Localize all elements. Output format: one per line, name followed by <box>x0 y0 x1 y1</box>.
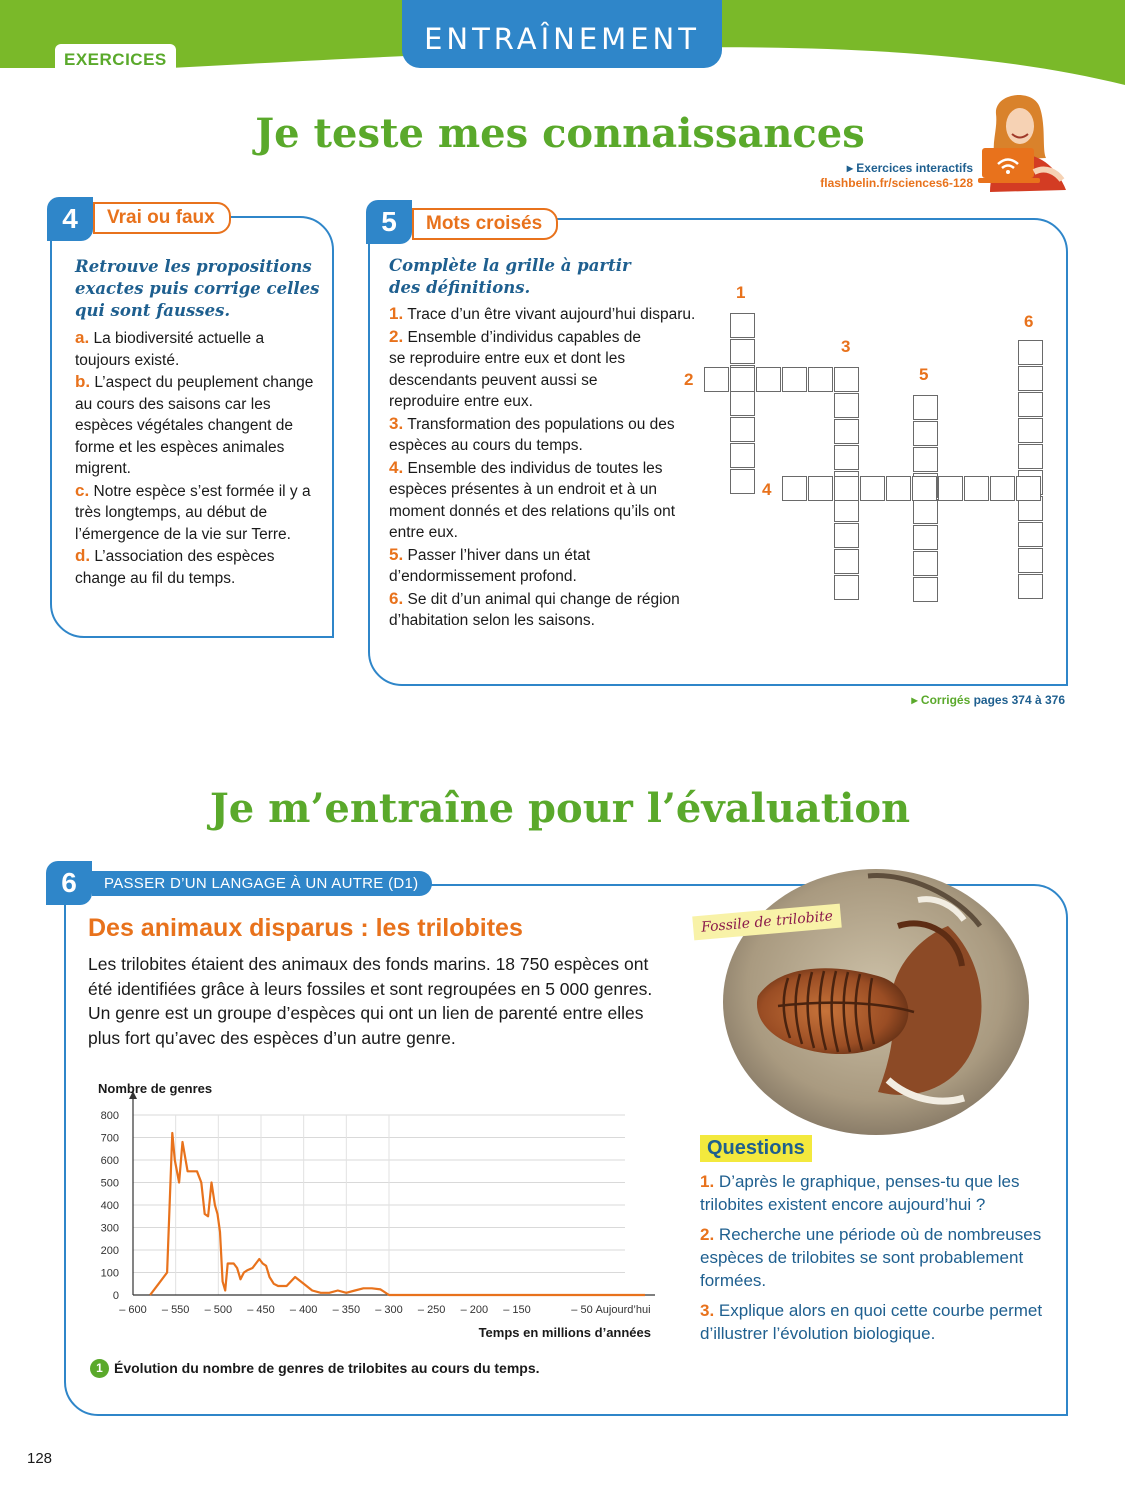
grid-number-4: 4 <box>762 480 772 499</box>
definition-item: 2. Ensemble d’individus capables de se reproduire entre eux et dont les descendants peuvent aussi se reproduire entre eux. <box>389 326 642 410</box>
grid-number-3: 3 <box>841 337 851 356</box>
y-tick-label: 700 <box>100 1132 119 1145</box>
trilobites-subtitle: Des animaux disparus : les trilobites <box>88 914 523 942</box>
list-item: a. La biodiversité actuelle a toujours existé. <box>75 328 265 369</box>
interactive-link-label: ▸ Exercices interactifs <box>846 161 973 175</box>
exercise-6-label: PASSER D’UN LANGAGE À UN AUTRE (D1) <box>92 871 432 896</box>
interactive-link[interactable] <box>820 161 973 191</box>
grid-number-2: 2 <box>684 370 694 389</box>
series-line <box>150 1133 645 1295</box>
fossil-label: Fossile de trilobite <box>692 904 842 941</box>
exercise-5-number: 5 <box>366 200 412 244</box>
y-tick-label: 300 <box>100 1222 119 1235</box>
figure-caption: 1 Évolution du nombre de genres de trilobites au cours du temps. <box>90 1359 540 1378</box>
exercise-4-label: Vrai ou faux <box>93 202 231 234</box>
exercise-5-definitions <box>389 303 721 632</box>
trilobite-genres-chart <box>85 1070 675 1350</box>
x-tick-label: – 450 <box>247 1304 275 1316</box>
question-item: 1. D’après le graphique, penses-tu que les trilobites existent encore aujourd’hui ? <box>700 1172 1020 1214</box>
y-tick-label: 200 <box>100 1245 119 1257</box>
exercices-tab: EXERCICES <box>55 44 176 74</box>
x-tick-label: – 400 <box>289 1304 318 1316</box>
x-tick-label: – 350 <box>332 1304 361 1316</box>
page-title: Je teste mes connaissances <box>255 110 865 157</box>
x-tick-label: – 600 <box>119 1304 147 1316</box>
questions-list <box>700 1170 1045 1345</box>
evaluation-title: Je m’entraîne pour l’évaluation <box>209 785 911 832</box>
questions-label: Questions <box>700 1135 812 1162</box>
definition-item: 1. Trace d’un être vivant aujourd’hui disparu. <box>389 304 696 323</box>
page-number: 128 <box>27 1450 53 1467</box>
grid-number-5: 5 <box>919 365 929 384</box>
x-axis-label: Temps en millions d’années <box>478 1325 651 1340</box>
exercise-4-items <box>75 327 320 589</box>
corriges-link[interactable]: ▸ Corrigés pages 374 à 376 <box>911 693 1065 707</box>
definition-item: 4. Ensemble des individus de toutes les espèces présentes à un endroit et à un moment donnés et des relations qu’ils ont entre eux. <box>389 457 676 541</box>
girl-laptop-illustration <box>976 86 1076 192</box>
x-tick-label: – 150 <box>503 1304 531 1316</box>
trilobites-paragraph: Les trilobites étaient des animaux des fonds marins. 18 750 espèces ont été identifiées grâce à leurs fossiles et sont regroupées en 5 000 genres. Un genre est un groupe d’espèces qui ont un lien de parenté entre elles plus fort qu’avec des espèces d’un autre genre. <box>88 954 653 1048</box>
list-item: d. L’association des espèces change au fil du temps. <box>75 546 275 587</box>
list-item: b. L’aspect du peuplement change au cours des saisons car les espèces végétales changent de forme et les espèces animales migrent. <box>75 372 314 477</box>
x-tick-label: Aujourd’hui <box>595 1304 651 1316</box>
exercise-5-label: Mots croisés <box>412 208 558 240</box>
caption-number: 1 <box>90 1359 109 1378</box>
y-axis-label: Nombre de genres <box>98 1081 213 1096</box>
trilobite-fossil-image <box>718 866 1030 1138</box>
entrainement-header: ENTRAÎNEMENT <box>402 0 722 68</box>
exercise-5-instruction: Complète la grille à partir des définitions. <box>389 256 631 297</box>
exercise-6-number: 6 <box>46 861 92 905</box>
question-item: 2. Recherche une période où de nombreuses espèces de trilobites se sont probablement formées. <box>700 1225 1042 1290</box>
y-tick-label: 100 <box>100 1267 119 1280</box>
x-tick-label: – 500 <box>204 1304 233 1316</box>
list-item: c. Notre espèce s’est formée il y a très longtemps, au début de l’émergence de la vie sur Terre. <box>75 480 311 543</box>
grid-number-6: 6 <box>1024 312 1034 331</box>
x-tick-label: – 300 <box>375 1304 403 1316</box>
y-tick-label: 800 <box>100 1110 119 1122</box>
x-tick-label: – 250 <box>417 1304 446 1316</box>
y-tick-label: 0 <box>112 1290 119 1302</box>
y-tick-label: 500 <box>100 1177 119 1190</box>
definition-item: 3. Transformation des populations ou des espèces au cours du temps. <box>389 413 675 454</box>
exercise-4-instruction: Retrouve les propositions exactes puis corrige celles qui sont fausses. <box>75 257 320 320</box>
x-tick-label: – 50 <box>571 1304 593 1316</box>
definition-item: 5. Passer l’hiver dans un état d’endormissement profond. <box>389 544 591 585</box>
interactive-link-url[interactable]: flashbelin.fr/sciences6-128 <box>820 176 973 190</box>
y-tick-label: 600 <box>100 1155 119 1167</box>
exercise-4-number: 4 <box>47 197 93 241</box>
y-tick-label: 400 <box>100 1200 119 1212</box>
x-tick-label: – 200 <box>460 1304 489 1316</box>
x-tick-label: – 550 <box>161 1304 190 1316</box>
definition-item: 6. Se dit d’un animal qui change de région d’habitation selon les saisons. <box>389 588 680 629</box>
grid-number-1: 1 <box>736 283 746 302</box>
question-item: 3. Explique alors en quoi cette courbe permet d’illustrer l’évolution biologique. <box>700 1301 1043 1343</box>
